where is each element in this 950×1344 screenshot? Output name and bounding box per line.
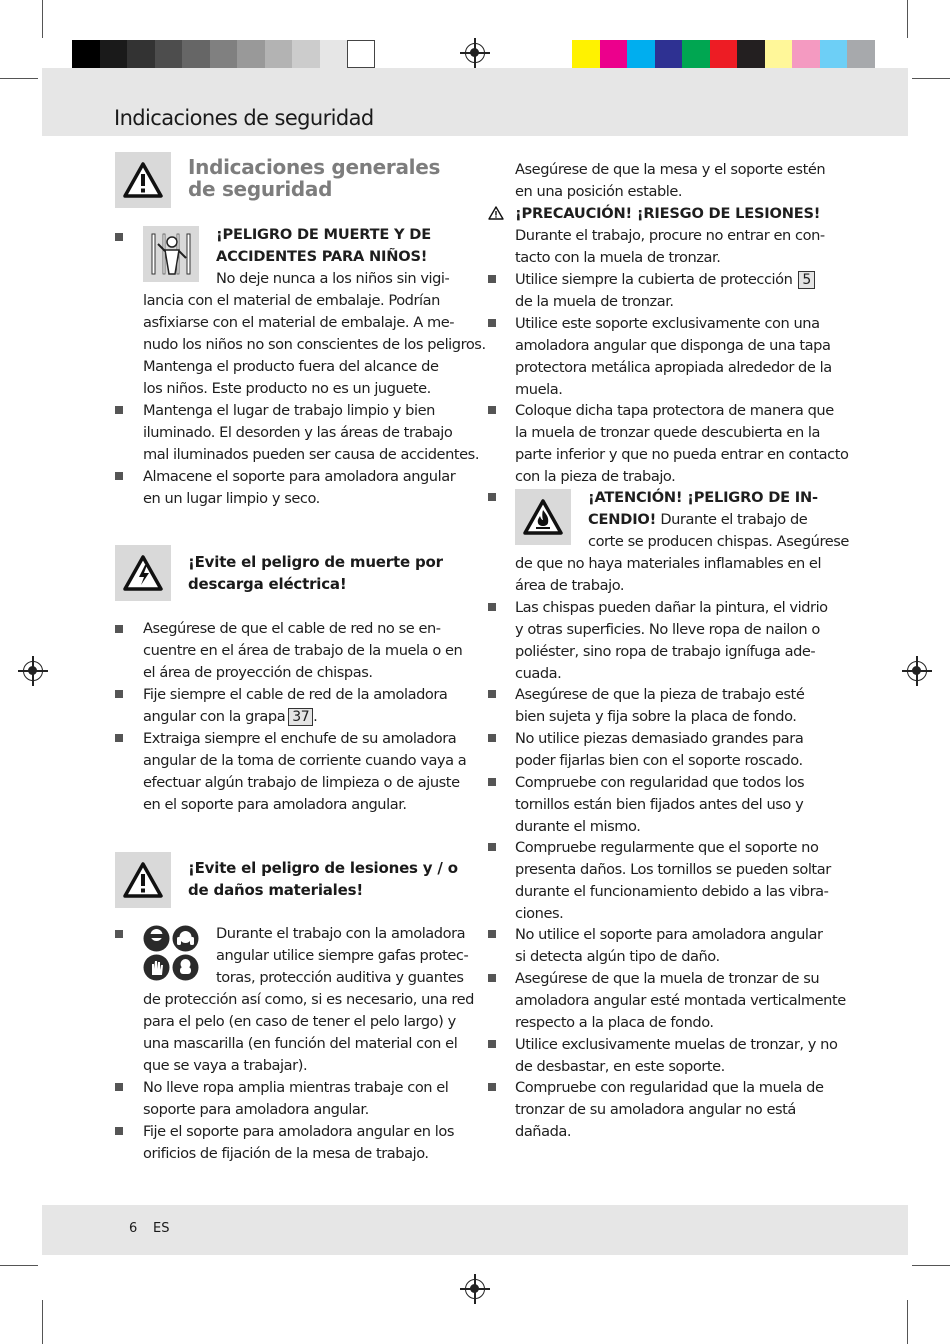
text-line: mal iluminados pueden ser causa de accidentes. (143, 446, 480, 463)
text-fragment: Durante el trabajo de (660, 511, 808, 528)
registration-mark-icon (465, 1279, 485, 1299)
section-title: de seguridad (188, 177, 333, 201)
color-swatch (847, 40, 875, 68)
bullet (115, 472, 123, 480)
text-line: Fije el soporte para amoladora angular en los (143, 1123, 454, 1140)
text-line: dañada. (515, 1123, 572, 1140)
text-line: lancia con el material de embalaje. Podrían (143, 292, 440, 309)
text-line: la muela de tronzar quede descubierta en la (515, 424, 821, 441)
text-line: parte inferior y que no pueda entrar en contacto (515, 446, 849, 463)
fire-heading: CENDIO! (588, 511, 657, 528)
electric-warning-box (115, 545, 171, 601)
crop-mark (0, 1265, 38, 1266)
text-line: bien sujeta y fija sobre la placa de fondo. (515, 708, 797, 725)
part-reference: 37 (288, 708, 313, 726)
bullet (115, 625, 123, 633)
text-line: de que no haya materiales inflamables en el (515, 555, 822, 572)
bullet (115, 1127, 123, 1135)
text-line: Fije siempre el cable de red de la amoladora (143, 686, 448, 703)
text-line: presenta daños. Los tornillos se pueden soltar (515, 861, 831, 878)
registration-mark-icon (23, 661, 43, 681)
text-line: Asegúrese de que el cable de red no se en- (143, 620, 441, 637)
text-line: Compruebe con regularidad que la muela de (515, 1079, 824, 1096)
language-code: ES (153, 1221, 170, 1236)
fire-hazard-icon (522, 498, 564, 536)
text-line: si detecta algún tipo de daño. (515, 948, 720, 965)
text-line: Extraiga siempre el enchufe de su amoladora (143, 730, 457, 747)
text-line: Almacene el soporte para amoladora angular (143, 468, 456, 485)
bullet (488, 1083, 496, 1091)
color-swatch (710, 40, 738, 68)
crop-mark (907, 0, 908, 38)
gray-swatch (127, 40, 155, 68)
bullet (488, 275, 496, 283)
bullet (115, 690, 123, 698)
text-fragment: Utilice siempre la cubierta de protección (515, 271, 793, 288)
text-line: de protección así como, si es necesario, una red (143, 991, 474, 1008)
warning-box (115, 152, 171, 208)
registration-mark-icon (465, 43, 485, 63)
text-line: angular con la grapa 37 . (143, 708, 318, 725)
text-line: de la muela de tronzar. (515, 293, 674, 310)
text-line: soporte para amoladora angular. (143, 1101, 369, 1118)
text-line (588, 509, 807, 531)
text-line: angular utilice siempre gafas protec- (216, 947, 469, 964)
text-line: tronzar de su amoladora angular no está (515, 1101, 796, 1118)
text-line: durante el mismo. (515, 818, 641, 835)
warning-triangle-icon (122, 161, 164, 199)
color-swatch (737, 40, 765, 68)
child-danger-icon (149, 230, 193, 278)
footer-band (42, 1205, 908, 1255)
crop-mark (42, 0, 43, 38)
crop-mark (0, 78, 38, 79)
text-line: poder fijarlas bien con el soporte roscado. (515, 752, 803, 769)
text-line: Compruebe regularmente que el soporte no (515, 839, 819, 856)
text-line: protectora metálica apropiada alrededor de la (515, 359, 832, 376)
color-swatch (682, 40, 710, 68)
text-line: para el pelo (en caso de tener el pelo largo) y (143, 1013, 456, 1030)
color-swatch (627, 40, 655, 68)
section-heading: descarga eléctrica! (188, 575, 347, 593)
text-line: Asegúrese de que la pieza de trabajo esté (515, 686, 805, 703)
section-heading: ¡Evite el peligro de muerte por (188, 553, 443, 571)
warning-heading: ACCIDENTES PARA NIÑOS! (216, 248, 428, 265)
bullet (488, 974, 496, 982)
bullet (488, 493, 496, 501)
text-line: respecto a la placa de fondo. (515, 1014, 714, 1031)
text-line: Coloque dicha tapa protectora de manera que (515, 402, 834, 419)
text-line: No deje nunca a los niños sin vigi- (216, 270, 450, 287)
text-line: No utilice el soporte para amoladora angular (515, 926, 823, 943)
text-line: Las chispas pueden dañar la pintura, el vidrio (515, 599, 828, 616)
text-line: No lleve ropa amplia mientras trabaje con el (143, 1079, 449, 1096)
bullet (488, 603, 496, 611)
bullet (488, 1040, 496, 1048)
bullet (488, 843, 496, 851)
caution-heading: ¡PRECAUCIÓN! ¡RIESGO DE LESIONES! (515, 205, 821, 222)
text-line: poliéster, sino ropa de trabajo ignífuga ade- (515, 643, 816, 660)
text-line: Asegúrese de que la mesa y el soporte estén (515, 161, 826, 178)
text-line: y otras superficies. No lleve ropa de nailon o (515, 621, 820, 638)
text-line: que se vaya a trabajar). (143, 1057, 308, 1074)
text-line: efectuar algún trabajo de limpieza o de ajuste (143, 774, 460, 791)
text-line: durante el funcionamiento debido a las vibra- (515, 883, 829, 900)
warning-heading: ¡PELIGRO DE MUERTE Y DE (216, 226, 431, 243)
text-line: cuada. (515, 665, 562, 682)
part-reference: 5 (798, 271, 814, 289)
color-swatch (600, 40, 628, 68)
fire-warning-box (515, 489, 571, 545)
text-line: tacto con la muela de tronzar. (515, 249, 721, 266)
color-swatch (792, 40, 820, 68)
section-heading: ¡Evite el peligro de lesiones y / o (188, 859, 458, 877)
section-title: Indicaciones generales (188, 155, 441, 179)
gray-swatch (100, 40, 128, 68)
gray-swatch (72, 40, 100, 68)
text-line: una mascarilla (en función del material con el (143, 1035, 458, 1052)
crop-mark (42, 1300, 43, 1344)
gray-swatch (347, 40, 375, 68)
color-swatch (765, 40, 793, 68)
text-line: en una posición estable. (515, 183, 683, 200)
text-fragment: angular con la grapa (143, 708, 286, 725)
injury-warning-box (115, 852, 171, 908)
text-line: ciones. (515, 905, 564, 922)
bullet (488, 734, 496, 742)
registration-mark-icon (907, 661, 927, 681)
gray-swatch (320, 40, 348, 68)
text-line: corte se producen chispas. Asegúrese (588, 533, 849, 550)
text-line: muela. (515, 381, 563, 398)
text-line: iluminado. El desorden y las áreas de trabajo (143, 424, 453, 441)
children-warning-pictogram (143, 226, 199, 282)
gray-swatch (155, 40, 183, 68)
safety-goggles-icon (143, 925, 170, 952)
fire-heading: ¡ATENCIÓN! ¡PELIGRO DE IN- (588, 489, 818, 506)
gray-swatch (237, 40, 265, 68)
bullet (115, 406, 123, 414)
ear-protection-icon (172, 925, 199, 952)
bullet (115, 233, 123, 241)
text-line: en el soporte para amoladora angular. (143, 796, 407, 813)
text-line: con la pieza de trabajo. (515, 468, 676, 485)
text-line: asfixiarse con el material de embalaje. A me- (143, 314, 455, 331)
crop-mark (912, 1265, 950, 1266)
bullet (115, 930, 123, 938)
warning-triangle-icon (122, 861, 164, 899)
gray-swatch (210, 40, 238, 68)
bullet (115, 1083, 123, 1091)
page-title: Indicaciones de seguridad (114, 106, 374, 130)
text-line: Durante el trabajo, procure no entrar en con- (515, 227, 825, 244)
gray-swatch (265, 40, 293, 68)
text-line: nudo los niños no son conscientes de los peligros. (143, 336, 486, 353)
color-swatch (655, 40, 683, 68)
text-line: Utilice exclusivamente muelas de tronzar, y no (515, 1036, 838, 1053)
text-line: Mantenga el producto fuera del alcance de (143, 358, 439, 375)
text-line (515, 269, 815, 291)
text-line: los niños. Este producto no es un juguete. (143, 380, 431, 397)
dust-mask-icon (172, 954, 199, 981)
text-line: Compruebe con regularidad que todos los (515, 774, 805, 791)
crop-mark (907, 1300, 908, 1344)
text-line: orificios de fijación de la mesa de trabajo. (143, 1145, 429, 1162)
gray-swatch (182, 40, 210, 68)
text-line: Asegúrese de que la muela de tronzar de su (515, 970, 820, 987)
bullet (488, 930, 496, 938)
bullet (488, 319, 496, 327)
crop-mark (912, 78, 950, 79)
bullet (488, 778, 496, 786)
text-line: en un lugar limpio y seco. (143, 490, 320, 507)
electric-shock-icon (122, 554, 164, 592)
ppe-pictograms (143, 925, 199, 981)
text-line: angular de la toma de corriente cuando vaya a (143, 752, 467, 769)
text-line: No utilice piezas demasiado grandes para (515, 730, 804, 747)
text-line: Mantenga el lugar de trabajo limpio y bien (143, 402, 435, 419)
text-line: Durante el trabajo con la amoladora (216, 925, 466, 942)
text-line: Utilice este soporte exclusivamente con una (515, 315, 820, 332)
text-line: amoladora angular que disponga de una tapa (515, 337, 831, 354)
text-line: amoladora angular esté montada verticalmente (515, 992, 846, 1009)
page-number: 6 (129, 1221, 138, 1236)
gray-swatch (292, 40, 320, 68)
text-line: de desbastar, en este soporte. (515, 1058, 725, 1075)
section-heading: de daños materiales! (188, 881, 363, 899)
bullet (115, 734, 123, 742)
bullet (488, 406, 496, 414)
text-line: cuentre en el área de trabajo de la muela o en (143, 642, 463, 659)
gloves-icon (143, 954, 170, 981)
text-line: tornillos están bien fijados antes del uso y (515, 796, 804, 813)
text-line: el área de proyección de chispas. (143, 664, 373, 681)
caution-triangle-icon (488, 206, 504, 220)
color-swatch (572, 40, 600, 68)
text-line: área de trabajo. (515, 577, 625, 594)
text-line: toras, protección auditiva y guantes (216, 969, 464, 986)
color-swatch (820, 40, 848, 68)
bullet (488, 690, 496, 698)
